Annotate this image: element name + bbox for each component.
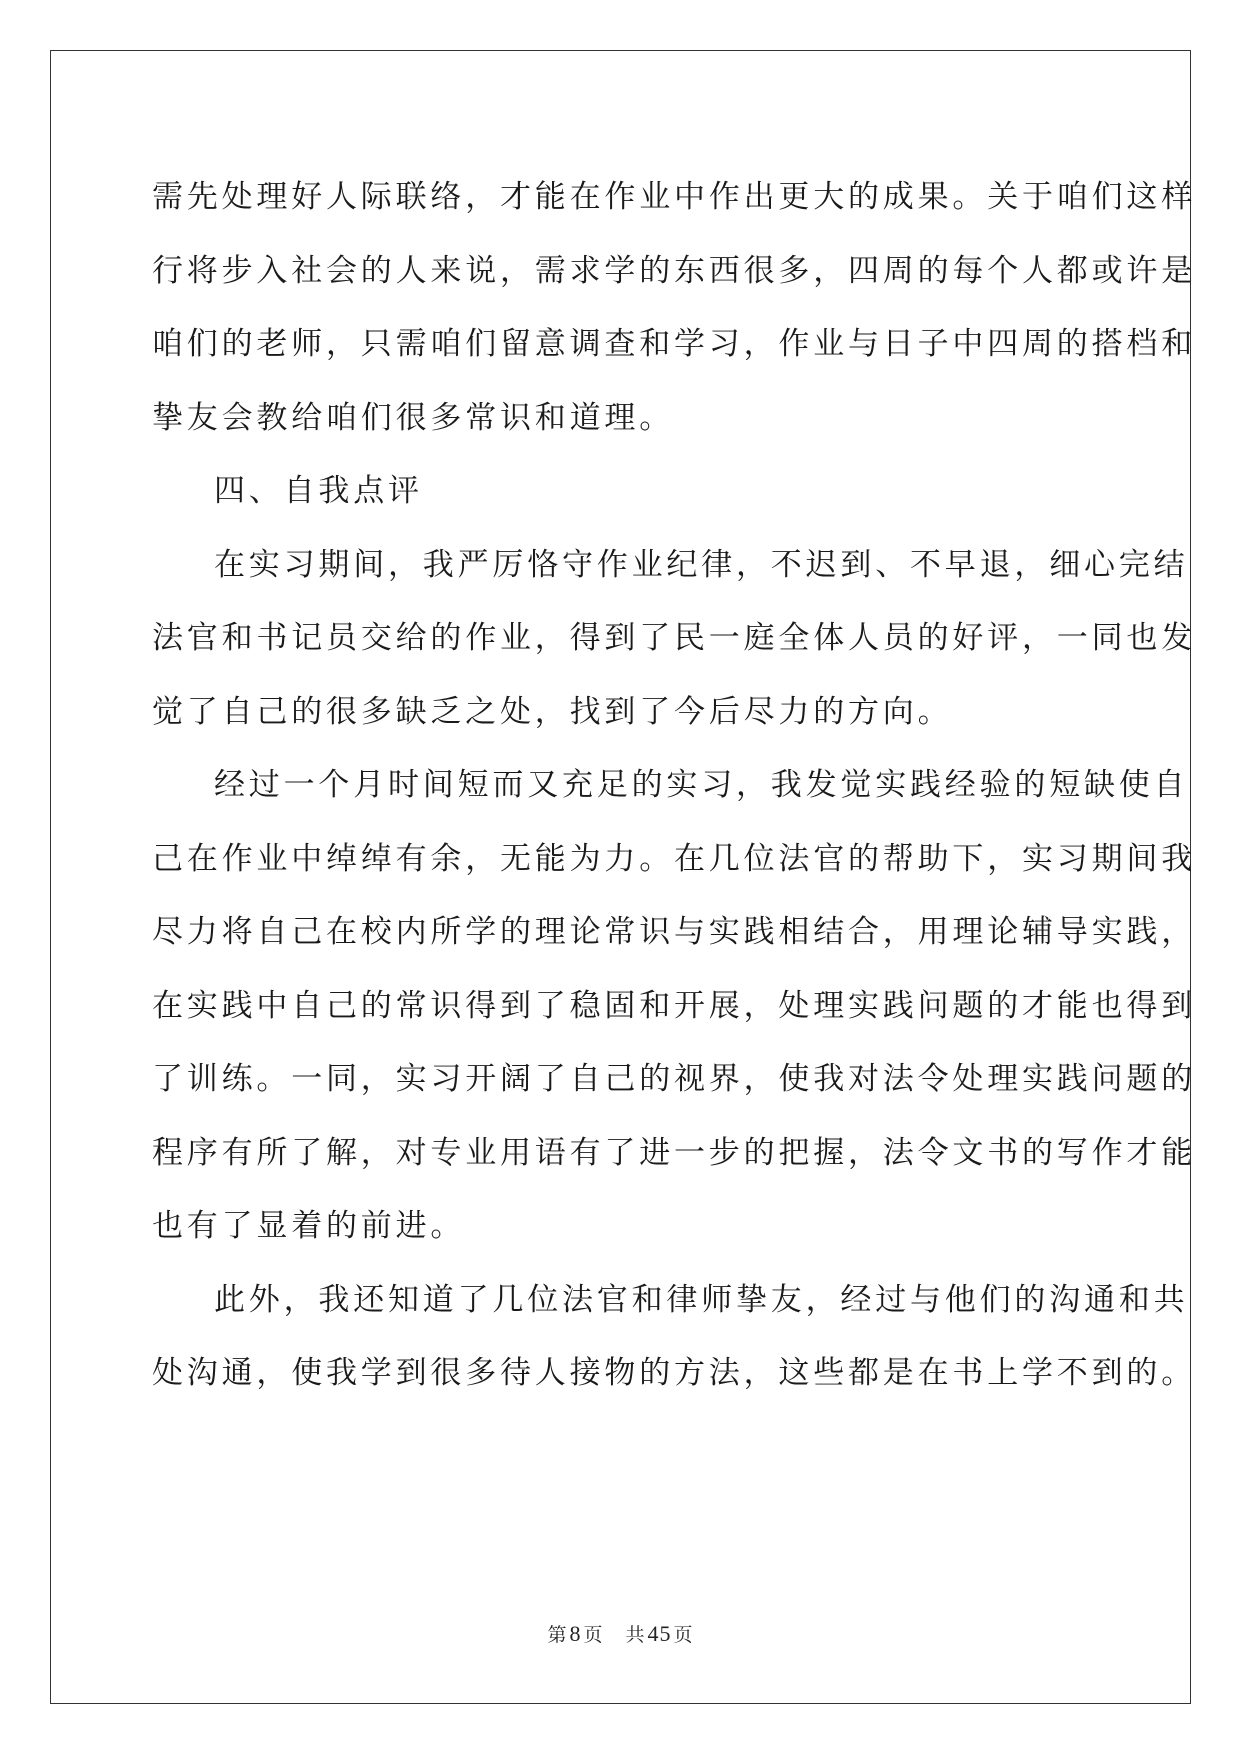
total-suffix: 页 [673, 1624, 694, 1646]
total-pages: 45 [647, 1621, 672, 1646]
text-line: 咱们的老师，只需咱们留意调查和学习，作业与日子中四周的搭档和 [152, 326, 1196, 362]
text-line: 挚友会教给咱们很多常识和道理。 [152, 399, 674, 436]
text-line: 了训练。一同，实习开阔了自己的视界，使我对法令处理实践问题的 [152, 1061, 1196, 1097]
text-line: 法官和书记员交给的作业，得到了民一庭全体人员的好评，一同也发 [152, 620, 1196, 656]
page-suffix: 页 [583, 1624, 604, 1646]
page-footer [0, 1620, 1241, 1647]
text-line: 经过一个月时间短而又充足的实习，我发觉实践经验的短缺使自 [214, 767, 1189, 803]
text-line: 行将步入社会的人来说，需求学的东西很多，四周的每个人都或许是 [152, 252, 1196, 289]
text-line: 在实习期间，我严厉恪守作业纪律，不迟到、不早退，细心完结 [214, 546, 1189, 583]
page-number: 8 [569, 1621, 582, 1646]
text-line: 程序有所了解，对专业用语有了进一步的把握，法令文书的写作才能 [152, 1134, 1196, 1171]
text-line: 处沟通，使我学到很多待人接物的方法，这些都是在书上学不到的。 [152, 1355, 1196, 1391]
text-line: 觉了自己的很多缺乏之处，找到了今后尽力的方向。 [152, 693, 953, 730]
text-line: 此外，我还知道了几位法官和律师挚友，经过与他们的沟通和共 [214, 1281, 1189, 1318]
text-line: 在实践中自己的常识得到了稳固和开展，处理实践问题的才能也得到 [152, 987, 1196, 1024]
text-line: 四、自我点评 [214, 473, 423, 509]
text-line: 尽力将自己在校内所学的理论常识与实践相结合，用理论辅导实践， [152, 914, 1196, 950]
document-body [152, 161, 1196, 1411]
text-line: 也有了显着的前进。 [152, 1208, 466, 1244]
total-prefix: 共 [625, 1624, 646, 1646]
text-line: 己在作业中绰绰有余，无能为力。在几位法官的帮助下，实习期间我 [152, 840, 1196, 877]
page-prefix: 第 [547, 1624, 568, 1646]
text-line: 需先处理好人际联络，才能在作业中作出更大的成果。关于咱们这样 [152, 179, 1196, 215]
